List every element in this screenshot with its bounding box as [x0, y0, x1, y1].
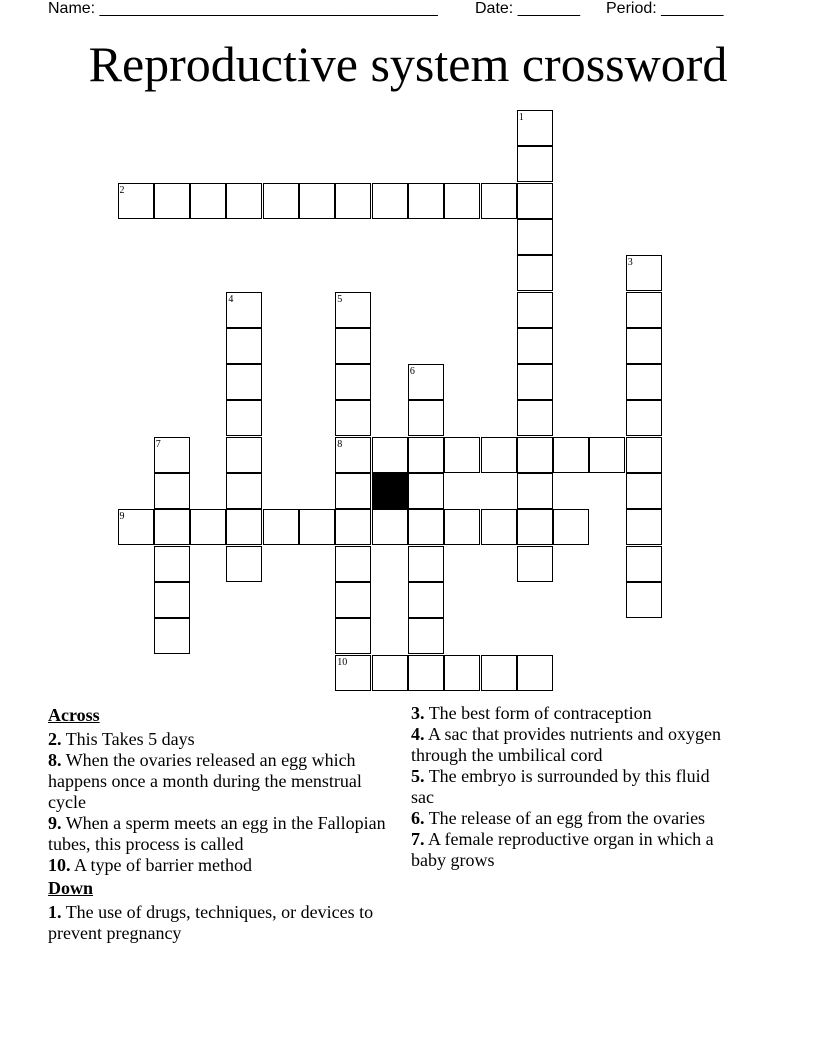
grid-clue-number: 10: [337, 656, 348, 668]
grid-cell[interactable]: [481, 509, 517, 545]
clue-across-9: 9. When a sperm meets an egg in the Fallopian tubes, this process is called: [48, 813, 386, 854]
grid-clue-number: 6: [409, 366, 415, 378]
grid-cell[interactable]: [263, 183, 299, 219]
grid-cell[interactable]: [335, 509, 371, 545]
grid-cell[interactable]: [372, 655, 408, 691]
clues-right-column: [411, 703, 721, 871]
grid-cell[interactable]: [408, 509, 444, 545]
grid-cell[interactable]: [335, 618, 371, 654]
grid-cell[interactable]: [444, 655, 480, 691]
grid-cell[interactable]: [226, 328, 262, 364]
clues-left-column: [48, 703, 388, 944]
grid-cell[interactable]: [517, 655, 553, 691]
grid-cell[interactable]: [154, 509, 190, 545]
grid-cell[interactable]: [299, 509, 335, 545]
grid-cell[interactable]: [444, 509, 480, 545]
grid-cell[interactable]: [517, 146, 553, 182]
grid-cell[interactable]: [408, 437, 444, 473]
grid-cell[interactable]: [408, 473, 444, 509]
grid-cell[interactable]: [517, 546, 553, 582]
grid-clue-number: 3: [627, 257, 633, 269]
grid-cell[interactable]: [335, 582, 371, 618]
grid-cell[interactable]: [481, 437, 517, 473]
grid-cell[interactable]: [372, 437, 408, 473]
grid-cell[interactable]: [517, 400, 553, 436]
grid-clue-number: 2: [119, 184, 125, 196]
grid-cell[interactable]: [517, 292, 553, 328]
grid-cell[interactable]: [226, 509, 262, 545]
grid-cell[interactable]: [154, 183, 190, 219]
grid-cell[interactable]: [626, 473, 662, 509]
grid-cell[interactable]: [372, 183, 408, 219]
grid-clue-number: 8: [337, 438, 343, 450]
grid-cell[interactable]: [408, 183, 444, 219]
grid-cell[interactable]: [154, 582, 190, 618]
grid-cell[interactable]: [299, 183, 335, 219]
grid-cell[interactable]: [335, 328, 371, 364]
grid-cell[interactable]: [481, 655, 517, 691]
grid-cell[interactable]: [335, 546, 371, 582]
grid-cell[interactable]: [372, 509, 408, 545]
grid-cell[interactable]: [444, 183, 480, 219]
grid-cell[interactable]: [408, 546, 444, 582]
grid-cell[interactable]: [626, 328, 662, 364]
grid-cell[interactable]: [408, 400, 444, 436]
clue-down-4: 4. A sac that provides nutrients and oxygen through the umbilical cord: [411, 724, 721, 765]
grid-cell[interactable]: [517, 437, 553, 473]
down-heading: Down: [48, 878, 94, 898]
grid-cell[interactable]: [553, 509, 589, 545]
grid-cell[interactable]: [517, 255, 553, 291]
grid-cell[interactable]: [335, 400, 371, 436]
grid-cell[interactable]: [335, 364, 371, 400]
period-field-label[interactable]: Period: _______: [606, 0, 724, 17]
name-field-label[interactable]: Name: ______________________________________: [48, 0, 438, 17]
clue-across-8: 8. When the ovaries released an egg which happens once a month during the menstrual cycle: [48, 750, 362, 812]
grid-cell[interactable]: [408, 618, 444, 654]
clue-across-10: 10. A type of barrier method: [48, 855, 252, 875]
grid-cell[interactable]: [626, 509, 662, 545]
grid-cell[interactable]: [154, 618, 190, 654]
grid-cell[interactable]: [408, 655, 444, 691]
clue-across-2: 2. This Takes 5 days: [48, 729, 195, 749]
grid-cell[interactable]: [517, 328, 553, 364]
grid-cell[interactable]: [226, 437, 262, 473]
grid-cell[interactable]: [408, 582, 444, 618]
grid-cell[interactable]: [190, 509, 226, 545]
clue-down-5: 5. The embryo is surrounded by this fluid sac: [411, 766, 710, 807]
grid-clue-number: 4: [228, 293, 234, 305]
grid-cell[interactable]: [626, 292, 662, 328]
grid-cell-blocked: [372, 473, 408, 509]
grid-cell[interactable]: [154, 546, 190, 582]
grid-cell[interactable]: [626, 582, 662, 618]
page-title: Reproductive system crossword: [88, 36, 728, 92]
grid-clue-number: 7: [155, 438, 161, 450]
grid-cell[interactable]: [626, 364, 662, 400]
clue-down-3: 3. The best form of contraception: [411, 703, 652, 723]
grid-cell[interactable]: [589, 437, 625, 473]
grid-cell[interactable]: [335, 183, 371, 219]
grid-cell[interactable]: [626, 546, 662, 582]
grid-clue-number: 1: [518, 112, 524, 123]
grid-cell[interactable]: [517, 473, 553, 509]
grid-cell[interactable]: [226, 364, 262, 400]
grid-cell[interactable]: [226, 473, 262, 509]
date-field-label[interactable]: Date: _______: [475, 0, 580, 17]
grid-cell[interactable]: [517, 364, 553, 400]
grid-cell[interactable]: [517, 183, 553, 219]
across-heading: Across: [48, 705, 100, 725]
grid-cell[interactable]: [154, 473, 190, 509]
grid-cell[interactable]: [626, 437, 662, 473]
grid-cell[interactable]: [190, 183, 226, 219]
grid-cell[interactable]: [553, 437, 589, 473]
grid-cell[interactable]: [444, 437, 480, 473]
clue-down-6: 6. The release of an egg from the ovaries: [411, 808, 706, 828]
grid-cell[interactable]: [481, 183, 517, 219]
grid-cell[interactable]: [517, 509, 553, 545]
grid-cell[interactable]: [263, 509, 299, 545]
clue-down-7: 7. A female reproductive organ in which a baby grows: [411, 829, 714, 870]
grid-cell[interactable]: [517, 219, 553, 255]
grid-clue-number: 9: [119, 511, 125, 523]
grid-clue-number: 5: [337, 293, 343, 305]
grid-cell[interactable]: [226, 183, 262, 219]
grid-cell[interactable]: [626, 400, 662, 436]
grid-cell[interactable]: [226, 546, 262, 582]
grid-cell[interactable]: [226, 400, 262, 436]
clue-down-1: 1. The use of drugs, techniques, or devices to prevent pregnancy: [48, 902, 374, 943]
grid-cell[interactable]: [335, 473, 371, 509]
